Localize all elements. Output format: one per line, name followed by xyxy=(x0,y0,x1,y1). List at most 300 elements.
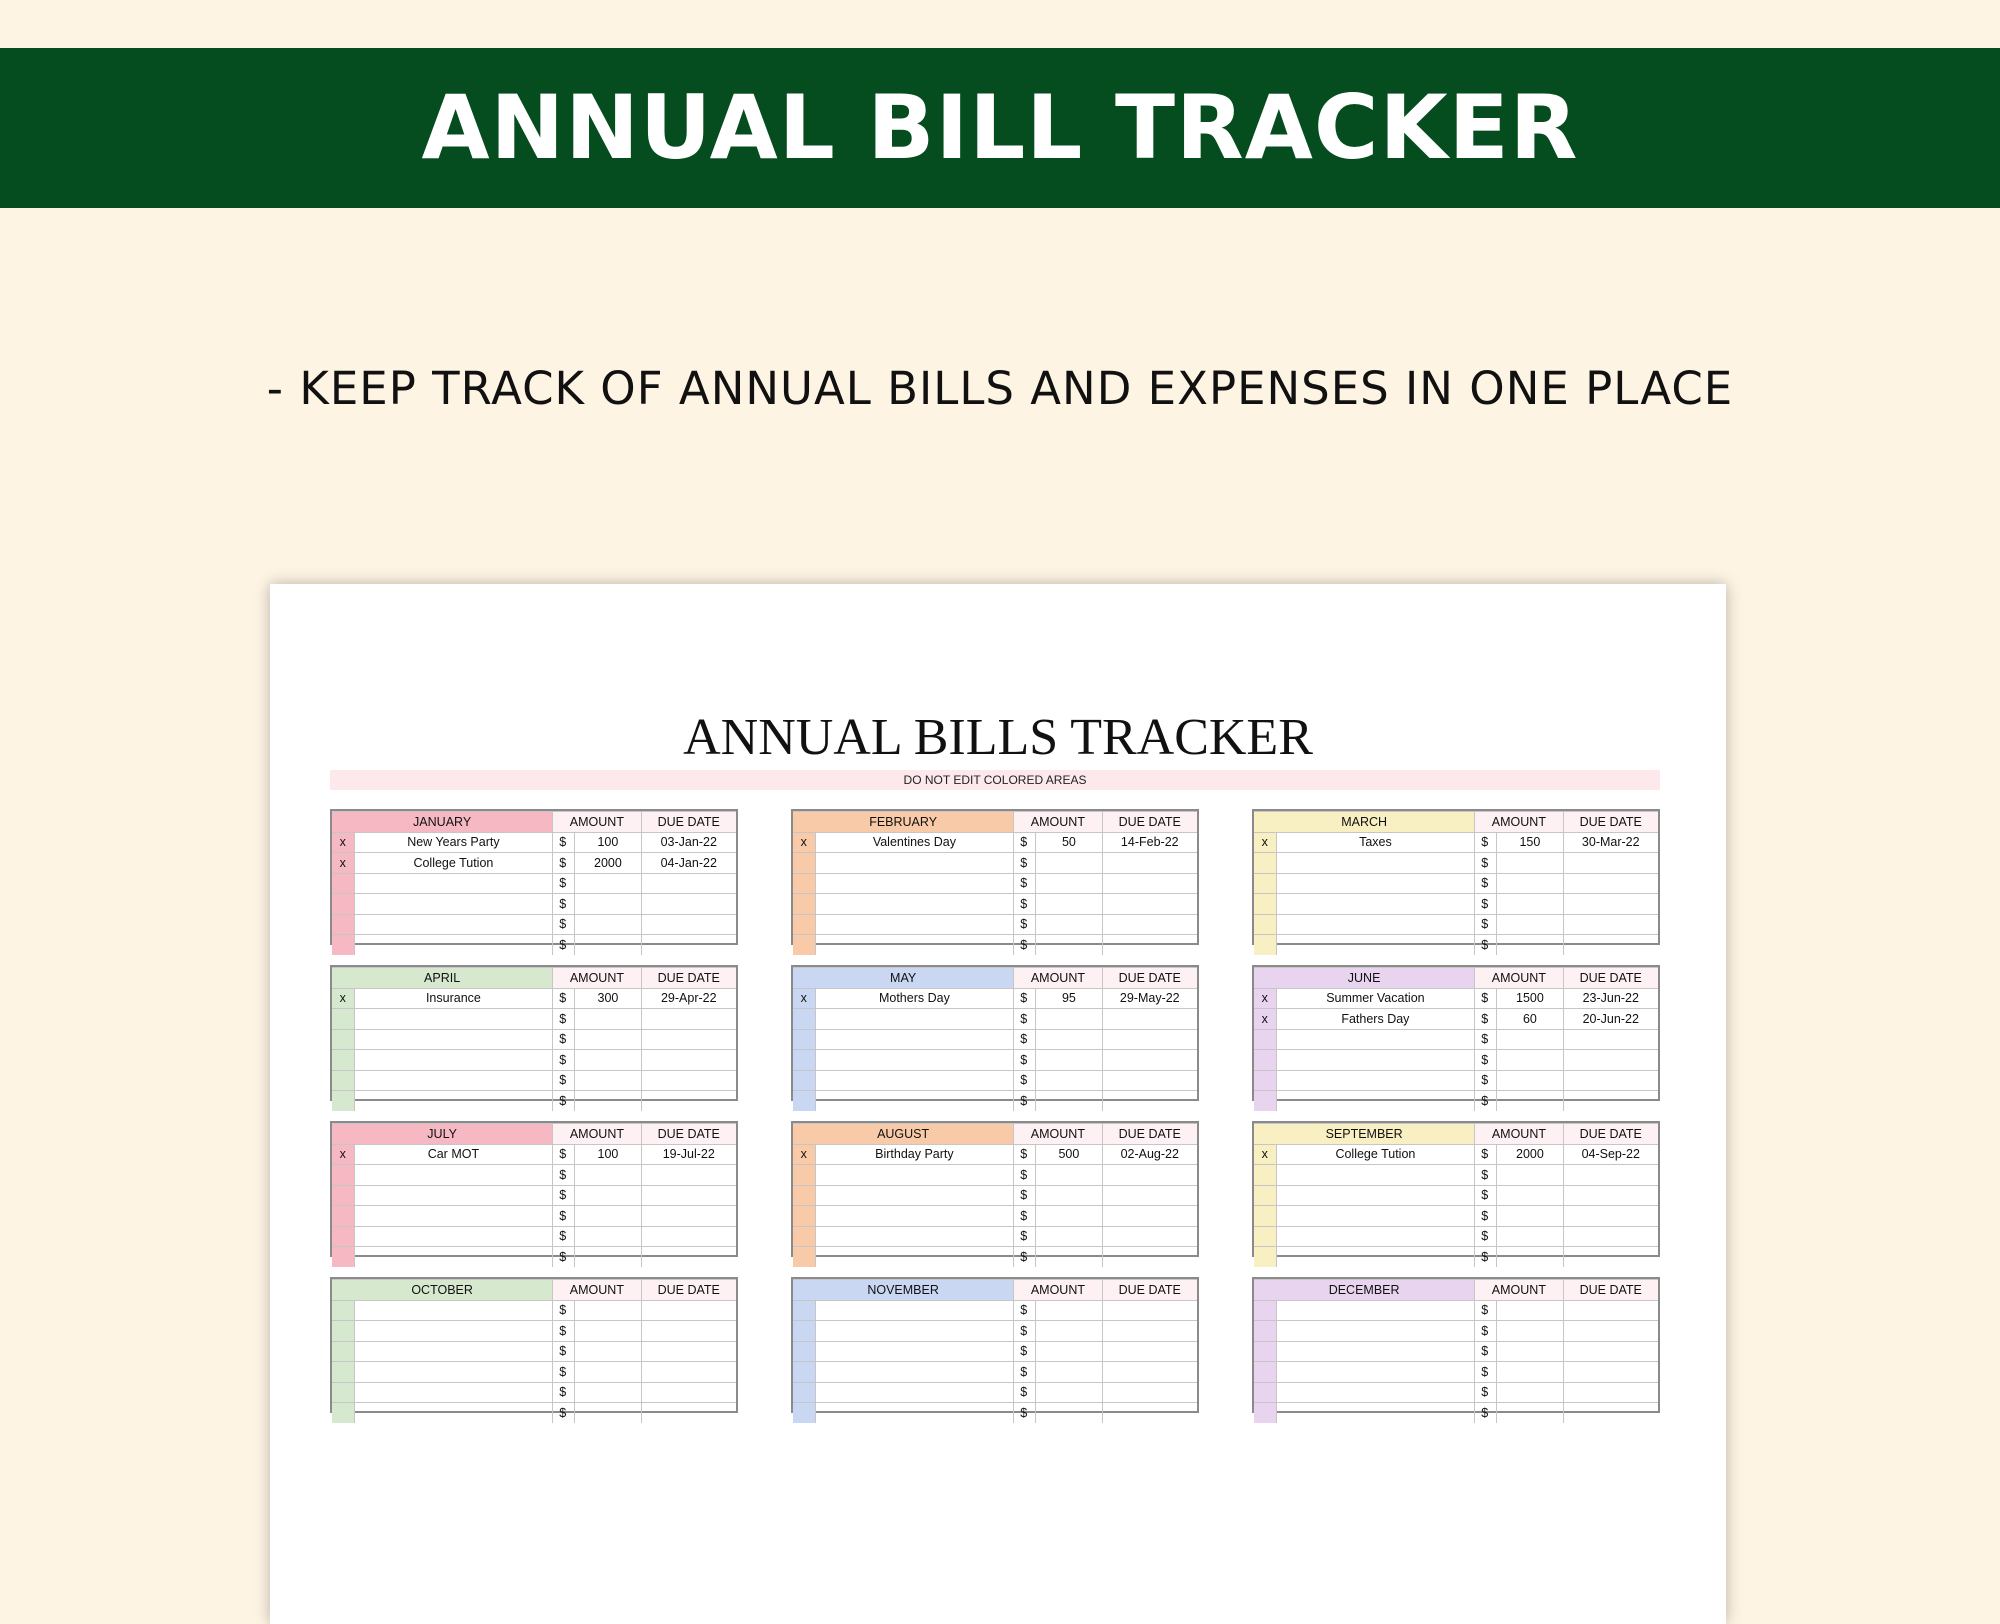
bill-name-cell[interactable] xyxy=(1276,914,1475,935)
bill-name-cell[interactable] xyxy=(815,1206,1014,1227)
paid-mark-cell[interactable] xyxy=(332,1070,354,1091)
bill-name-cell[interactable]: Valentines Day xyxy=(815,832,1014,853)
paid-mark-cell[interactable] xyxy=(793,1029,815,1050)
bill-name-cell[interactable] xyxy=(815,1091,1014,1111)
paid-mark-cell[interactable]: x xyxy=(332,988,354,1009)
bill-name-cell[interactable] xyxy=(815,1165,1014,1186)
paid-mark-cell[interactable] xyxy=(332,1206,354,1227)
amount-cell[interactable] xyxy=(1497,1185,1563,1206)
due-date-cell[interactable]: 30-Mar-22 xyxy=(1563,832,1658,853)
paid-mark-cell[interactable]: x xyxy=(332,1144,354,1165)
due-date-cell[interactable]: 29-Apr-22 xyxy=(641,988,736,1009)
paid-mark-cell[interactable] xyxy=(1254,894,1276,915)
due-date-cell[interactable] xyxy=(641,1341,736,1362)
amount-cell[interactable] xyxy=(575,873,641,894)
due-date-cell[interactable] xyxy=(1102,1382,1197,1403)
amount-cell[interactable]: 300 xyxy=(575,988,641,1009)
paid-mark-cell[interactable] xyxy=(332,1341,354,1362)
amount-cell[interactable] xyxy=(575,1362,641,1383)
paid-mark-cell[interactable] xyxy=(332,1029,354,1050)
paid-mark-cell[interactable] xyxy=(1254,1185,1276,1206)
amount-cell[interactable] xyxy=(1036,853,1102,874)
paid-mark-cell[interactable] xyxy=(793,873,815,894)
bill-name-cell[interactable]: College Tution xyxy=(1276,1144,1475,1165)
paid-mark-cell[interactable] xyxy=(1254,1029,1276,1050)
paid-mark-cell[interactable] xyxy=(332,894,354,915)
due-date-cell[interactable] xyxy=(641,894,736,915)
amount-cell[interactable] xyxy=(1497,1382,1563,1403)
bill-name-cell[interactable] xyxy=(1276,1029,1475,1050)
bill-name-cell[interactable] xyxy=(1276,1382,1475,1403)
paid-mark-cell[interactable]: x xyxy=(793,1144,815,1165)
due-date-cell[interactable] xyxy=(641,1382,736,1403)
amount-cell[interactable] xyxy=(1036,1050,1102,1071)
paid-mark-cell[interactable] xyxy=(793,935,815,955)
bill-name-cell[interactable] xyxy=(1276,1362,1475,1383)
paid-mark-cell[interactable] xyxy=(332,935,354,955)
bill-name-cell[interactable] xyxy=(354,935,553,955)
due-date-cell[interactable] xyxy=(641,1091,736,1111)
due-date-cell[interactable]: 19-Jul-22 xyxy=(641,1144,736,1165)
due-date-cell[interactable] xyxy=(1563,1362,1658,1383)
amount-cell[interactable] xyxy=(1497,1165,1563,1186)
amount-cell[interactable] xyxy=(575,1300,641,1321)
amount-cell[interactable] xyxy=(1036,914,1102,935)
bill-name-cell[interactable] xyxy=(354,1206,553,1227)
amount-cell[interactable] xyxy=(575,894,641,915)
due-date-cell[interactable] xyxy=(1102,1091,1197,1111)
bill-name-cell[interactable] xyxy=(354,1382,553,1403)
bill-name-cell[interactable] xyxy=(1276,1300,1475,1321)
currency-symbol: $ xyxy=(553,1050,575,1071)
due-date-cell[interactable] xyxy=(641,1247,736,1267)
due-date-cell[interactable]: 02-Aug-22 xyxy=(1102,1144,1197,1165)
bill-name-cell[interactable] xyxy=(354,1403,553,1423)
bill-name-cell[interactable] xyxy=(354,894,553,915)
paid-mark-cell[interactable]: x xyxy=(1254,1009,1276,1030)
paid-mark-cell[interactable] xyxy=(793,1070,815,1091)
due-date-cell[interactable]: 23-Jun-22 xyxy=(1563,988,1658,1009)
paid-mark-cell[interactable] xyxy=(793,1247,815,1267)
amount-cell[interactable]: 100 xyxy=(575,832,641,853)
bill-name-cell[interactable] xyxy=(815,1029,1014,1050)
paid-mark-cell[interactable] xyxy=(332,1247,354,1267)
bill-name-cell[interactable]: Mothers Day xyxy=(815,988,1014,1009)
bill-name-cell[interactable]: Fathers Day xyxy=(1276,1009,1475,1030)
amount-cell[interactable] xyxy=(1497,1070,1563,1091)
bill-name-cell[interactable] xyxy=(815,853,1014,874)
due-date-cell[interactable]: 04-Jan-22 xyxy=(641,853,736,874)
paid-mark-cell[interactable] xyxy=(1254,1300,1276,1321)
due-date-cell[interactable] xyxy=(1563,1185,1658,1206)
amount-cell[interactable] xyxy=(575,1206,641,1227)
paid-mark-cell[interactable]: x xyxy=(332,832,354,853)
paid-mark-cell[interactable] xyxy=(793,914,815,935)
bill-name-cell[interactable] xyxy=(1276,935,1475,955)
due-date-cell[interactable] xyxy=(1563,1050,1658,1071)
due-date-cell[interactable] xyxy=(1563,1226,1658,1247)
month-block-june xyxy=(1252,965,1660,1108)
due-date-cell[interactable] xyxy=(1102,1029,1197,1050)
bill-name-cell[interactable]: Summer Vacation xyxy=(1276,988,1475,1009)
bill-name-cell[interactable] xyxy=(815,1403,1014,1423)
paid-mark-cell[interactable] xyxy=(793,1050,815,1071)
paid-mark-cell[interactable] xyxy=(1254,914,1276,935)
amount-cell[interactable] xyxy=(1497,1226,1563,1247)
paid-mark-cell[interactable] xyxy=(1254,1050,1276,1071)
bill-name-cell[interactable] xyxy=(354,1009,553,1030)
bill-name-cell[interactable]: New Years Party xyxy=(354,832,553,853)
amount-cell[interactable] xyxy=(575,1341,641,1362)
bill-row xyxy=(793,1144,1197,1165)
due-date-cell[interactable] xyxy=(1102,1009,1197,1030)
paid-mark-cell[interactable] xyxy=(793,1009,815,1030)
due-date-cell[interactable] xyxy=(1563,1206,1658,1227)
amount-cell[interactable]: 2000 xyxy=(575,853,641,874)
paid-mark-cell[interactable] xyxy=(1254,1165,1276,1186)
due-date-cell[interactable] xyxy=(641,1300,736,1321)
due-date-cell[interactable] xyxy=(1563,1029,1658,1050)
due-date-cell[interactable] xyxy=(1102,873,1197,894)
paid-mark-cell[interactable] xyxy=(1254,1247,1276,1267)
due-date-cell[interactable] xyxy=(1563,873,1658,894)
due-date-cell[interactable] xyxy=(1563,894,1658,915)
bill-name-cell[interactable] xyxy=(815,1226,1014,1247)
due-date-cell[interactable]: 29-May-22 xyxy=(1102,988,1197,1009)
paid-mark-cell[interactable] xyxy=(332,1091,354,1111)
bill-name-cell[interactable] xyxy=(354,1165,553,1186)
paid-mark-cell[interactable] xyxy=(332,1382,354,1403)
paid-mark-cell[interactable] xyxy=(793,853,815,874)
amount-cell[interactable] xyxy=(1036,1009,1102,1030)
amount-cell[interactable] xyxy=(1036,935,1102,955)
amount-cell[interactable] xyxy=(575,935,641,955)
amount-cell[interactable] xyxy=(575,1091,641,1111)
due-date-cell[interactable] xyxy=(641,1165,736,1186)
currency-symbol: $ xyxy=(553,1144,575,1165)
amount-cell[interactable] xyxy=(575,1185,641,1206)
due-date-cell[interactable] xyxy=(1102,1403,1197,1423)
amount-cell[interactable] xyxy=(1036,1029,1102,1050)
amount-cell[interactable] xyxy=(1036,1185,1102,1206)
amount-cell[interactable] xyxy=(575,1050,641,1071)
amount-cell[interactable] xyxy=(575,1029,641,1050)
paid-mark-cell[interactable] xyxy=(1254,1403,1276,1423)
amount-cell[interactable]: 60 xyxy=(1497,1009,1563,1030)
amount-cell[interactable] xyxy=(575,1070,641,1091)
bill-name-cell[interactable] xyxy=(1276,1091,1475,1111)
amount-cell[interactable] xyxy=(1497,1091,1563,1111)
amount-cell[interactable] xyxy=(1497,853,1563,874)
bill-name-cell[interactable] xyxy=(354,1321,553,1342)
month-header: JUNE xyxy=(1254,968,1475,989)
bill-name-cell[interactable] xyxy=(1276,1050,1475,1071)
due-date-cell[interactable] xyxy=(641,1321,736,1342)
bill-name-cell[interactable] xyxy=(1276,1070,1475,1091)
amount-cell[interactable] xyxy=(1036,1382,1102,1403)
bill-name-cell[interactable] xyxy=(354,1091,553,1111)
due-date-cell[interactable] xyxy=(641,914,736,935)
bill-name-cell[interactable] xyxy=(815,1185,1014,1206)
amount-cell[interactable] xyxy=(1497,1247,1563,1267)
amount-cell[interactable] xyxy=(1497,1321,1563,1342)
paid-mark-cell[interactable] xyxy=(332,1362,354,1383)
amount-cell[interactable] xyxy=(1497,1341,1563,1362)
due-date-cell[interactable] xyxy=(641,1362,736,1383)
paid-mark-cell[interactable] xyxy=(793,1362,815,1383)
bill-name-cell[interactable] xyxy=(354,914,553,935)
paid-mark-cell[interactable] xyxy=(1254,935,1276,955)
due-date-cell[interactable] xyxy=(1102,1300,1197,1321)
bill-name-cell[interactable]: College Tution xyxy=(354,853,553,874)
due-date-cell[interactable] xyxy=(641,1403,736,1423)
due-date-cell[interactable] xyxy=(641,873,736,894)
amount-cell[interactable] xyxy=(1036,894,1102,915)
paid-mark-cell[interactable] xyxy=(1254,1206,1276,1227)
due-date-cell[interactable] xyxy=(641,1226,736,1247)
bill-name-cell[interactable] xyxy=(1276,1247,1475,1267)
paid-mark-cell[interactable] xyxy=(1254,1226,1276,1247)
bill-name-cell[interactable] xyxy=(354,1070,553,1091)
paid-mark-cell[interactable] xyxy=(332,914,354,935)
amount-cell[interactable] xyxy=(1036,1070,1102,1091)
bill-name-cell[interactable] xyxy=(354,1362,553,1383)
paid-mark-cell[interactable] xyxy=(793,1165,815,1186)
paid-mark-cell[interactable] xyxy=(793,1382,815,1403)
paid-mark-cell[interactable] xyxy=(332,873,354,894)
paid-mark-cell[interactable] xyxy=(793,1300,815,1321)
paid-mark-cell[interactable] xyxy=(1254,1070,1276,1091)
due-date-cell[interactable] xyxy=(1102,1070,1197,1091)
due-date-cell[interactable] xyxy=(1563,1091,1658,1111)
amount-cell[interactable] xyxy=(1497,1029,1563,1050)
amount-cell[interactable] xyxy=(1036,1341,1102,1362)
bill-name-cell[interactable] xyxy=(354,1300,553,1321)
due-date-cell[interactable] xyxy=(1563,1403,1658,1423)
paid-mark-cell[interactable]: x xyxy=(793,832,815,853)
bill-name-cell[interactable]: Taxes xyxy=(1276,832,1475,853)
due-date-cell[interactable] xyxy=(1102,1050,1197,1071)
paid-mark-cell[interactable] xyxy=(332,1050,354,1071)
due-date-cell[interactable] xyxy=(641,1009,736,1030)
paid-mark-cell[interactable] xyxy=(332,1165,354,1186)
amount-cell[interactable]: 100 xyxy=(575,1144,641,1165)
paid-mark-cell[interactable] xyxy=(1254,1341,1276,1362)
currency-symbol: $ xyxy=(553,873,575,894)
paid-mark-cell[interactable] xyxy=(332,1226,354,1247)
due-date-cell[interactable] xyxy=(1102,894,1197,915)
paid-mark-cell[interactable] xyxy=(332,1321,354,1342)
amount-cell[interactable] xyxy=(1497,1300,1563,1321)
due-date-cell[interactable]: 03-Jan-22 xyxy=(641,832,736,853)
paid-mark-cell[interactable]: x xyxy=(1254,988,1276,1009)
amount-cell[interactable] xyxy=(1497,935,1563,955)
due-date-cell[interactable] xyxy=(1102,1341,1197,1362)
amount-cell[interactable]: 95 xyxy=(1036,988,1102,1009)
paid-mark-cell[interactable] xyxy=(793,1403,815,1423)
due-date-cell[interactable] xyxy=(1102,1362,1197,1383)
paid-mark-cell[interactable] xyxy=(332,1403,354,1423)
amount-cell[interactable] xyxy=(575,1226,641,1247)
due-date-cell[interactable] xyxy=(1102,853,1197,874)
bill-name-cell[interactable] xyxy=(354,1185,553,1206)
paid-mark-cell[interactable] xyxy=(332,1300,354,1321)
paid-mark-cell[interactable] xyxy=(793,1185,815,1206)
bill-name-cell[interactable] xyxy=(354,1247,553,1267)
bill-name-cell[interactable] xyxy=(815,1382,1014,1403)
amount-cell[interactable]: 2000 xyxy=(1497,1144,1563,1165)
bill-name-cell[interactable] xyxy=(815,873,1014,894)
amount-cell[interactable]: 500 xyxy=(1036,1144,1102,1165)
bill-name-cell[interactable] xyxy=(1276,1206,1475,1227)
due-date-cell[interactable] xyxy=(641,1029,736,1050)
amount-cell[interactable]: 50 xyxy=(1036,832,1102,853)
amount-cell[interactable]: 150 xyxy=(1497,832,1563,853)
paid-mark-cell[interactable] xyxy=(793,1206,815,1227)
bill-name-cell[interactable] xyxy=(354,1029,553,1050)
amount-cell[interactable] xyxy=(1036,1362,1102,1383)
bill-name-cell[interactable]: Car MOT xyxy=(354,1144,553,1165)
paid-mark-cell[interactable] xyxy=(1254,1321,1276,1342)
paid-mark-cell[interactable]: x xyxy=(1254,1144,1276,1165)
amount-cell[interactable] xyxy=(1497,1206,1563,1227)
amount-cell[interactable] xyxy=(1036,1091,1102,1111)
amount-cell[interactable] xyxy=(575,1247,641,1267)
due-date-cell[interactable]: 14-Feb-22 xyxy=(1102,832,1197,853)
amount-cell[interactable] xyxy=(575,1165,641,1186)
bill-name-cell[interactable] xyxy=(815,1009,1014,1030)
amount-cell[interactable] xyxy=(1036,1226,1102,1247)
bill-row xyxy=(793,1050,1197,1071)
amount-cell[interactable] xyxy=(1497,914,1563,935)
amount-cell[interactable] xyxy=(1036,1206,1102,1227)
amount-cell[interactable] xyxy=(575,914,641,935)
due-date-cell[interactable] xyxy=(1563,1070,1658,1091)
due-date-cell[interactable] xyxy=(1563,1165,1658,1186)
due-date-cell[interactable]: 04-Sep-22 xyxy=(1563,1144,1658,1165)
paid-mark-cell[interactable] xyxy=(1254,873,1276,894)
amount-cell[interactable] xyxy=(1036,1165,1102,1186)
due-date-cell[interactable] xyxy=(1563,1247,1658,1267)
bill-name-cell[interactable] xyxy=(1276,1321,1475,1342)
due-date-cell[interactable] xyxy=(1102,1247,1197,1267)
due-date-cell[interactable] xyxy=(1563,1300,1658,1321)
bill-name-cell[interactable] xyxy=(1276,1226,1475,1247)
bill-name-cell[interactable] xyxy=(1276,873,1475,894)
bill-name-cell[interactable] xyxy=(1276,894,1475,915)
bill-name-cell[interactable] xyxy=(815,935,1014,955)
month-header: JANUARY xyxy=(332,812,553,833)
amount-cell[interactable] xyxy=(1497,1050,1563,1071)
due-date-cell[interactable] xyxy=(1102,1165,1197,1186)
bill-name-cell[interactable] xyxy=(815,1321,1014,1342)
due-date-cell[interactable]: 20-Jun-22 xyxy=(1563,1009,1658,1030)
amount-cell[interactable] xyxy=(1036,1300,1102,1321)
due-date-cell[interactable] xyxy=(641,935,736,955)
paid-mark-cell[interactable] xyxy=(793,894,815,915)
due-date-cell[interactable] xyxy=(1563,853,1658,874)
amount-cell[interactable] xyxy=(1036,1403,1102,1423)
amount-cell[interactable] xyxy=(575,1403,641,1423)
bill-name-cell[interactable] xyxy=(815,894,1014,915)
due-date-cell[interactable] xyxy=(1102,1206,1197,1227)
due-date-cell[interactable] xyxy=(1102,935,1197,955)
amount-cell[interactable] xyxy=(1497,1403,1563,1423)
due-date-cell[interactable] xyxy=(641,1050,736,1071)
amount-cell[interactable] xyxy=(1497,873,1563,894)
paid-mark-cell[interactable] xyxy=(793,1226,815,1247)
due-date-cell[interactable] xyxy=(1102,914,1197,935)
paid-mark-cell[interactable] xyxy=(1254,853,1276,874)
paid-mark-cell[interactable] xyxy=(793,1341,815,1362)
bill-name-cell[interactable] xyxy=(1276,1341,1475,1362)
bill-name-cell[interactable] xyxy=(354,1226,553,1247)
bill-name-cell[interactable] xyxy=(1276,1403,1475,1423)
amount-cell[interactable] xyxy=(1497,1362,1563,1383)
bill-name-cell[interactable] xyxy=(815,1362,1014,1383)
bill-name-cell[interactable] xyxy=(815,1070,1014,1091)
bill-name-cell[interactable] xyxy=(354,1341,553,1362)
due-date-cell[interactable] xyxy=(1563,914,1658,935)
amount-cell[interactable] xyxy=(1497,894,1563,915)
bill-name-cell[interactable] xyxy=(1276,1185,1475,1206)
bill-name-cell[interactable]: Birthday Party xyxy=(815,1144,1014,1165)
amount-cell[interactable] xyxy=(1036,1247,1102,1267)
bill-name-cell[interactable] xyxy=(1276,1165,1475,1186)
paid-mark-cell[interactable] xyxy=(1254,1091,1276,1111)
bill-name-cell[interactable] xyxy=(815,914,1014,935)
due-date-cell[interactable] xyxy=(641,1185,736,1206)
due-date-cell[interactable] xyxy=(1563,935,1658,955)
bill-name-cell[interactable]: Insurance xyxy=(354,988,553,1009)
amount-cell[interactable] xyxy=(1036,873,1102,894)
currency-symbol: $ xyxy=(553,935,575,955)
paid-mark-cell[interactable]: x xyxy=(793,988,815,1009)
due-date-cell[interactable] xyxy=(641,1206,736,1227)
due-date-cell[interactable] xyxy=(1563,1341,1658,1362)
due-date-cell[interactable] xyxy=(1102,1321,1197,1342)
bill-name-cell[interactable] xyxy=(815,1341,1014,1362)
paid-mark-cell[interactable] xyxy=(793,1321,815,1342)
paid-mark-cell[interactable]: x xyxy=(332,853,354,874)
currency-symbol: $ xyxy=(1014,1382,1036,1403)
currency-symbol: $ xyxy=(1014,1206,1036,1227)
bill-name-cell[interactable] xyxy=(815,1050,1014,1071)
paid-mark-cell[interactable] xyxy=(332,1009,354,1030)
due-date-cell[interactable] xyxy=(1563,1321,1658,1342)
due-date-cell[interactable] xyxy=(1102,1185,1197,1206)
amount-cell[interactable] xyxy=(1036,1321,1102,1342)
due-date-cell[interactable] xyxy=(641,1070,736,1091)
bill-name-cell[interactable] xyxy=(815,1247,1014,1267)
amount-cell[interactable]: 1500 xyxy=(1497,988,1563,1009)
paid-mark-cell[interactable] xyxy=(332,1185,354,1206)
bill-name-cell[interactable] xyxy=(354,873,553,894)
amount-cell[interactable] xyxy=(575,1321,641,1342)
paid-mark-cell[interactable] xyxy=(793,1091,815,1111)
paid-mark-cell[interactable]: x xyxy=(1254,832,1276,853)
bill-row xyxy=(332,1029,736,1050)
bill-name-cell[interactable] xyxy=(1276,853,1475,874)
paid-mark-cell[interactable] xyxy=(1254,1362,1276,1383)
due-date-cell[interactable] xyxy=(1102,1226,1197,1247)
amount-cell[interactable] xyxy=(575,1009,641,1030)
amount-cell[interactable] xyxy=(575,1382,641,1403)
due-date-cell[interactable] xyxy=(1563,1382,1658,1403)
bill-name-cell[interactable] xyxy=(815,1300,1014,1321)
bill-name-cell[interactable] xyxy=(354,1050,553,1071)
paid-mark-cell[interactable] xyxy=(1254,1382,1276,1403)
